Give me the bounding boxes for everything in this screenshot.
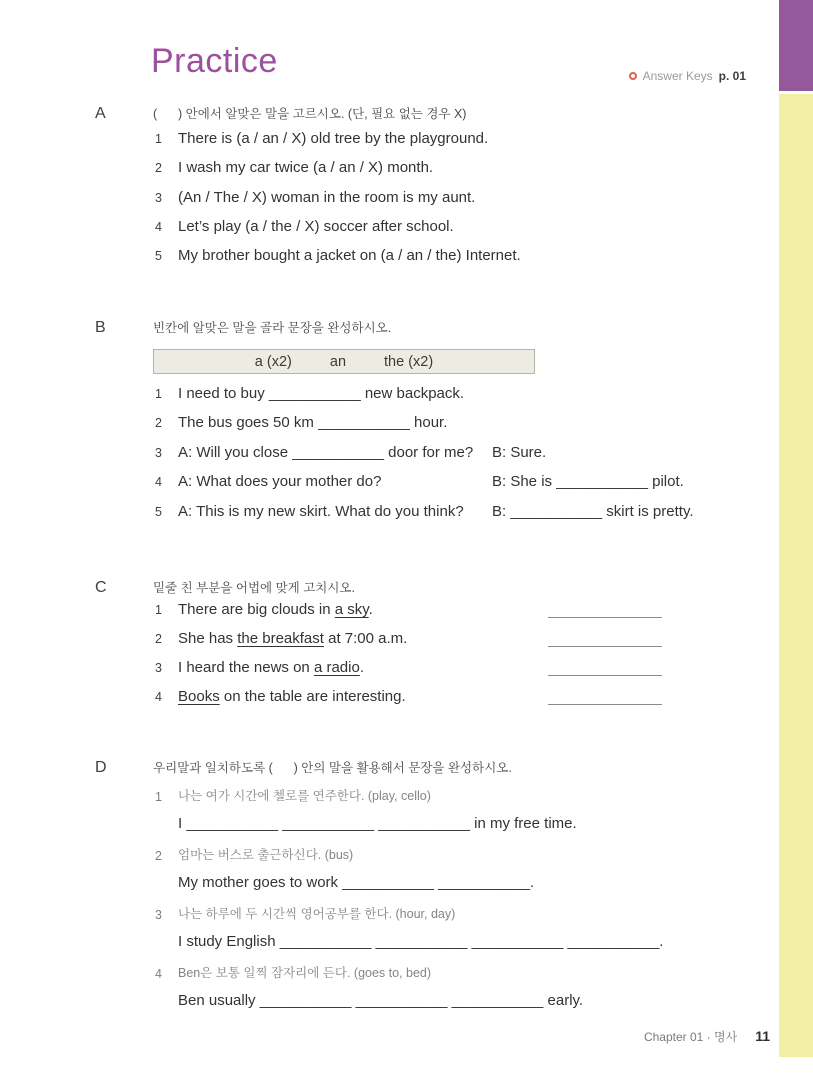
word-bank-option: a (x2) <box>254 353 292 370</box>
item-number: 2 <box>155 632 162 646</box>
section-d-instruction: 우리말과 일치하도록 ( ) 안의 말을 활용해서 문장을 완성하시오. <box>153 761 512 775</box>
item-text <box>178 629 407 649</box>
item-text-left: A: What does your mother do? <box>178 473 382 490</box>
section-b-instruction: 빈칸에 알맞은 말을 골라 문장을 완성하시오. <box>153 321 392 335</box>
item-number: 2 <box>155 849 162 863</box>
item-number: 3 <box>155 661 162 675</box>
word-bank-option: an <box>329 353 347 370</box>
item-english-sentence: I study English ___________ ___________ ___________ ___________. <box>178 933 664 950</box>
item-text <box>178 687 406 707</box>
item-text-left: A: This is my new skirt. What do you think? <box>178 503 464 520</box>
page-footer <box>644 1028 770 1045</box>
item-text-left: I need to buy ___________ new backpack. <box>178 385 465 402</box>
answer-blank-line <box>548 617 662 618</box>
item-text-post: . <box>368 601 373 618</box>
item-number: 2 <box>155 416 162 430</box>
page-number: 11 <box>755 1028 770 1044</box>
item-text-pre: There are big clouds in <box>178 601 335 618</box>
item-number: 2 <box>155 161 162 175</box>
chapter-edge-tab-purple <box>779 0 813 91</box>
item-text: My brother bought a jacket on (a / an / the) Internet. <box>178 247 521 264</box>
word-bank-box <box>153 349 535 374</box>
item-number: 5 <box>155 505 162 519</box>
item-korean-prompt: Ben은 보통 일찍 잠자리에 든다. (goes to, bed) <box>178 966 432 980</box>
answer-keys-page-ref: p. 01 <box>718 69 746 83</box>
item-english-sentence: My mother goes to work ___________ ___________. <box>178 874 535 891</box>
item-text-right: B: Sure. <box>492 444 547 461</box>
item-text: I wash my car twice (a / an / X) month. <box>178 159 434 176</box>
chapter-label: Chapter 01 · 명사 <box>643 1030 738 1044</box>
underlined-phrase: a radio <box>313 659 360 676</box>
item-korean-prompt: 나는 여가 시간에 첼로를 연주한다. (play, cello) <box>178 789 431 803</box>
item-number: 4 <box>155 690 162 704</box>
item-text: There is (a / an / X) old tree by the playground. <box>178 130 489 147</box>
item-text: (An / The / X) woman in the room is my aunt. <box>178 189 476 206</box>
item-text-left: The bus goes 50 km ___________ hour. <box>178 414 448 431</box>
underlined-phrase: a sky <box>334 601 369 618</box>
item-number: 1 <box>155 132 162 146</box>
item-number: 5 <box>155 249 162 263</box>
answer-blank-line <box>548 704 662 705</box>
item-number: 3 <box>155 908 162 922</box>
item-korean-prompt: 엄마는 버스로 출근하신다. (bus) <box>178 848 354 862</box>
item-number: 1 <box>155 790 162 804</box>
underlined-phrase: Books <box>178 688 220 705</box>
item-text <box>178 658 364 678</box>
item-text <box>178 600 373 620</box>
item-english-sentence: Ben usually ___________ ___________ ___________ early. <box>178 992 584 1009</box>
item-number: 4 <box>155 967 162 981</box>
item-text: Let’s play (a / the / X) soccer after school. <box>178 218 454 235</box>
section-a-label: A <box>95 105 106 122</box>
item-number: 1 <box>155 603 162 617</box>
section-a-instruction: ( ) 안에서 알맞은 말을 고르시오. (단, 필요 없는 경우 X) <box>153 107 467 121</box>
answer-keys-circle-icon <box>629 72 637 80</box>
section-c-instruction: 밑줄 친 부분을 어법에 맞게 고치시오. <box>153 581 355 595</box>
item-text-pre: I heard the news on <box>178 659 314 676</box>
answer-keys-reference <box>629 69 746 83</box>
item-text-pre: She has <box>178 630 238 647</box>
section-d-label: D <box>95 759 107 776</box>
item-english-sentence: I ___________ ___________ ___________ in my free time. <box>178 815 577 832</box>
page-title: Practice <box>151 42 278 80</box>
item-number: 3 <box>155 446 162 460</box>
item-number: 4 <box>155 220 162 234</box>
item-number: 4 <box>155 475 162 489</box>
item-text-post: at 7:00 a.m. <box>323 630 408 647</box>
underlined-phrase: the breakfast <box>237 630 324 647</box>
section-c-label: C <box>95 579 107 596</box>
item-text-post: on the table are interesting. <box>219 688 406 705</box>
item-text-right: B: She is ___________ pilot. <box>492 473 684 490</box>
section-b-label: B <box>95 319 106 336</box>
answer-keys-label: Answer Keys <box>642 69 713 83</box>
item-text-right: B: ___________ skirt is pretty. <box>492 503 694 520</box>
item-text-left: A: Will you close ___________ door for me? <box>178 444 474 461</box>
answer-blank-line <box>548 675 662 676</box>
item-korean-prompt: 나는 하루에 두 시간씩 영어공부를 한다. (hour, day) <box>178 907 456 921</box>
answer-blank-line <box>548 646 662 647</box>
item-number: 3 <box>155 191 162 205</box>
item-number: 1 <box>155 387 162 401</box>
word-bank-option: the (x2) <box>384 353 434 370</box>
chapter-edge-tab-yellow <box>779 94 813 1057</box>
item-text-post: . <box>359 659 364 676</box>
